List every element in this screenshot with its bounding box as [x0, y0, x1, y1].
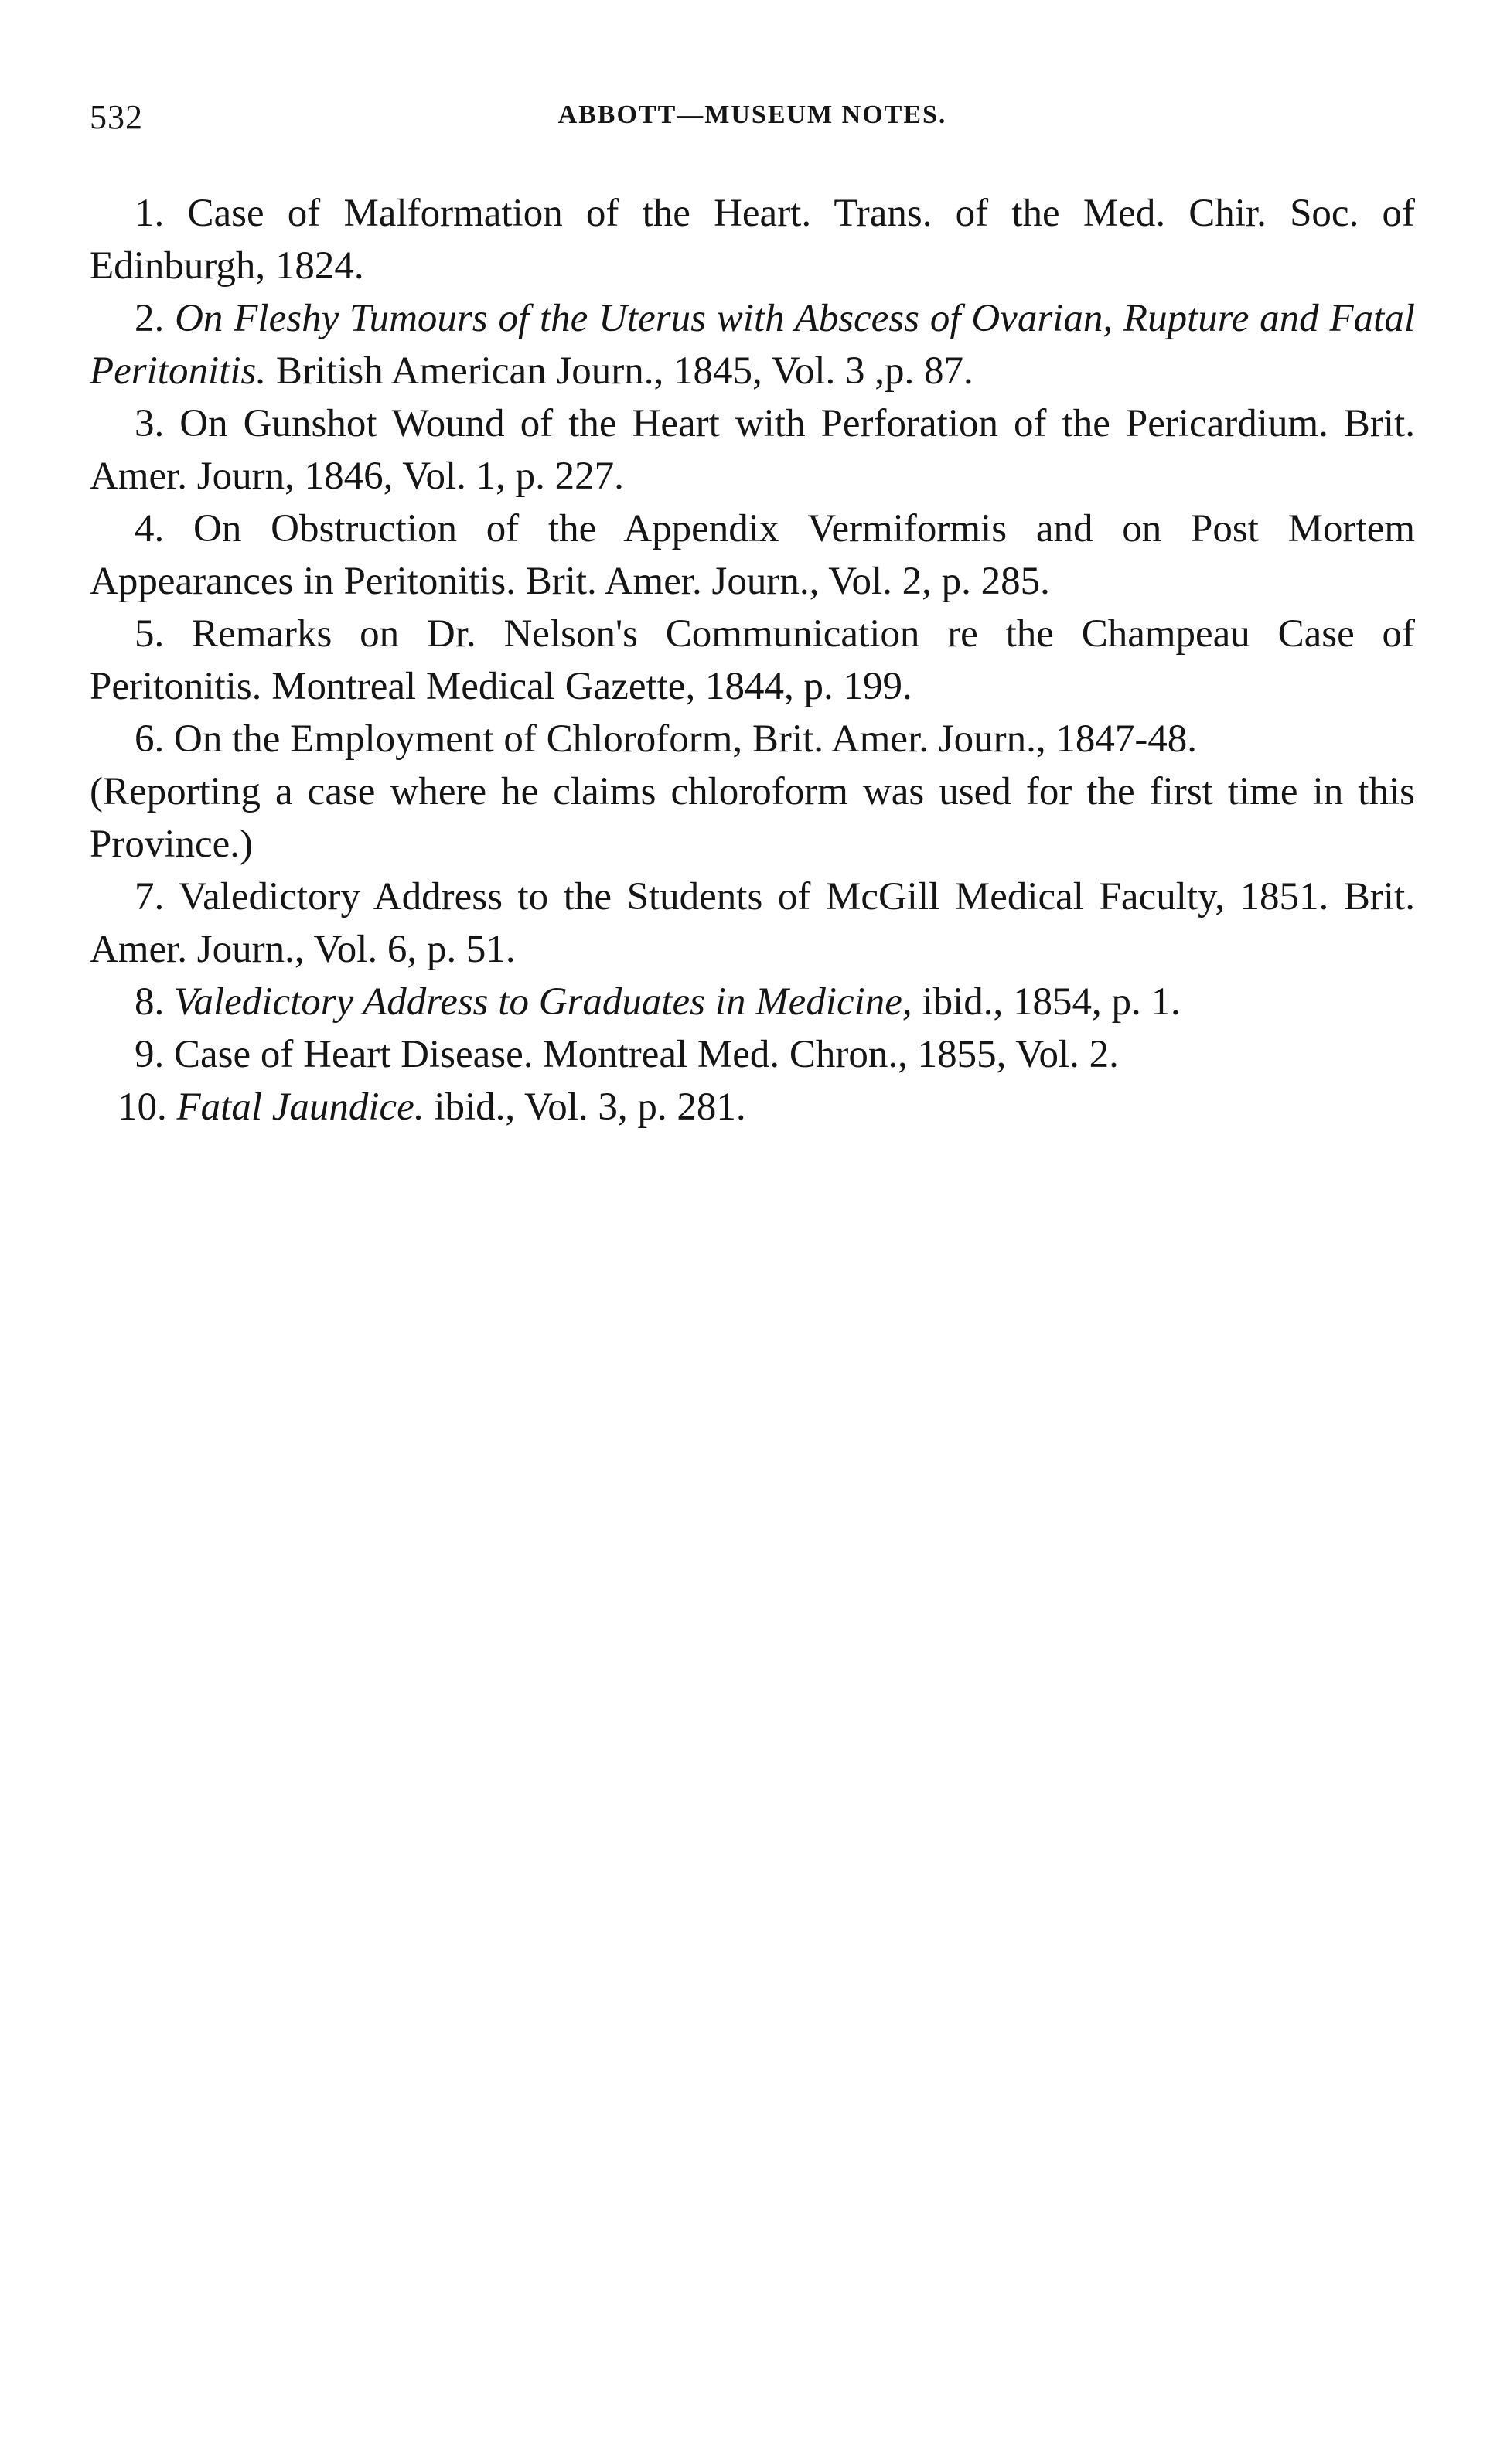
entry-source: Montreal Medical Gazette, 1844, p. 199. — [271, 665, 912, 708]
entry-number: 2. — [135, 297, 165, 340]
bibliography-entry-7 — [90, 871, 1415, 976]
entry-source: Brit. Amer. Journ., 1847-48. — [752, 717, 1198, 761]
entry-title: On Gunshot Wound of the Heart with Perforation of the Pericardium. — [179, 402, 1328, 445]
entry-title: Valedictory Address to Graduates in Medicine, — [174, 980, 912, 1024]
entry-source: ibid., Vol. 3, p. 281. — [434, 1085, 746, 1129]
bibliography-entry-4 — [90, 503, 1415, 608]
bibliography-entry-10 — [90, 1081, 1415, 1133]
entry-number: 4. — [135, 507, 165, 550]
running-head: ABBOTT—MUSEUM NOTES. — [557, 101, 947, 129]
entry-source: Brit. Amer. Journ, 1846, Vol. 1, p. 227. — [90, 402, 1416, 498]
entry-title: Case of Malformation of the Heart. — [187, 192, 812, 235]
entry-number: 3. — [135, 402, 165, 445]
entry-source: Trans. of the Med. Chir. Soc. of Edinburgh, 1824. — [90, 192, 1415, 288]
entry-title: On the Employment of Chloroform, — [174, 717, 743, 761]
bibliography-entry-5 — [90, 608, 1415, 713]
entry-number: 7. — [135, 875, 165, 918]
entry-source: Brit. Amer. Journ., Vol. 2, p. 285. — [525, 560, 1050, 603]
entry-number: 6. — [135, 717, 165, 761]
entry-number: 5. — [135, 612, 165, 656]
entry-number: 1. — [135, 192, 165, 235]
entry-source: Montreal Med. Chron., 1855, Vol. 2. — [543, 1033, 1119, 1076]
entry-number: 8. — [135, 980, 165, 1024]
bibliography-list — [90, 187, 1415, 1133]
entry-title: On Obstruction of the Appendix Vermiformis and on Post Mortem Appearances in Peritonitis. — [90, 507, 1415, 603]
entry-title: Remarks on Dr. Nelson's Communication re the Champeau Case of Peritonitis. — [90, 612, 1415, 708]
entry-number: 9. — [135, 1033, 165, 1076]
entry-number: 10. — [118, 1085, 167, 1129]
entry-title: Valedictory Address to the Students of McGill Medical Faculty, 1851. — [178, 875, 1329, 918]
document-page — [90, 93, 1415, 1133]
bibliography-entry-9 — [90, 1028, 1415, 1081]
bibliography-entry-1 — [90, 187, 1415, 292]
entry-note: (Reporting a case where he claims chloroform was used for the first time in this Province.) — [90, 770, 1415, 866]
entry-title: Fatal Jaundice. — [176, 1085, 424, 1129]
entry-source: ibid., 1854, p. 1. — [922, 980, 1181, 1024]
entry-title: Case of Heart Disease. — [174, 1033, 534, 1076]
entry-source: Brit. Amer. Journ., Vol. 6, p. 51. — [90, 875, 1415, 971]
entry-source: British American Journ., 1845, Vol. 3 ,p. 87. — [275, 349, 973, 393]
bibliography-entry-6 — [90, 713, 1415, 871]
bibliography-entry-2 — [90, 292, 1415, 397]
page-number: 532 — [90, 98, 143, 136]
bibliography-entry-3 — [90, 397, 1415, 503]
page-header — [90, 93, 1415, 139]
entry-title: On Fleshy Tumours of the Uterus with Abscess of Ovarian, Rupture and Fatal Peritonitis. — [90, 297, 1415, 393]
bibliography-entry-8 — [90, 976, 1415, 1028]
